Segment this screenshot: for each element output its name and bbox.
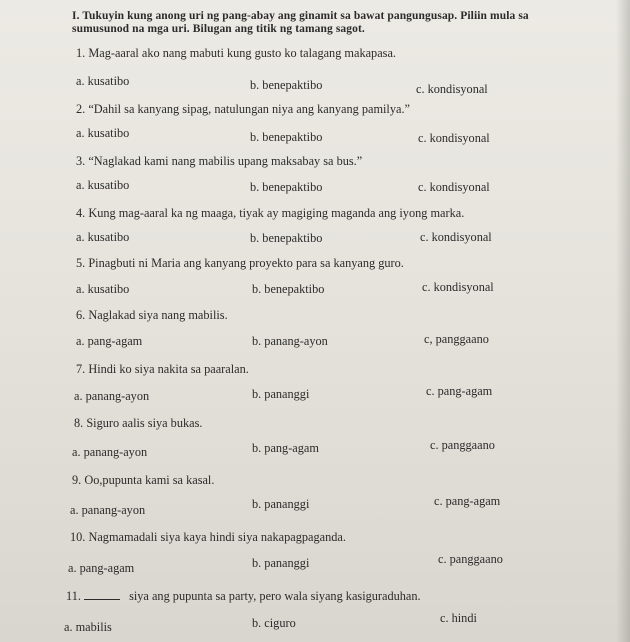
question-text: “Naglakad kami nang mabilis upang maksabay sa bus.” [88, 154, 363, 168]
option-c[interactable]: c. kondisyonal [418, 180, 490, 194]
option-c[interactable]: c. panggaano [430, 438, 495, 452]
question-number: 1. [76, 46, 86, 60]
option-a[interactable]: a. mabilis [64, 620, 112, 634]
option-a[interactable]: a. pang-agam [68, 561, 135, 575]
question-4 [76, 206, 464, 221]
question-9 [72, 473, 214, 488]
question-number: 11. [66, 589, 81, 603]
question-number: 5. [76, 256, 86, 270]
option-c[interactable]: c. kondisyonal [418, 131, 490, 145]
option-b[interactable]: b. panang-ayon [252, 334, 328, 348]
question-6 [76, 308, 228, 323]
option-b[interactable]: b. pananggi [252, 497, 310, 511]
question-number: 7. [76, 362, 86, 376]
question-text: Siguro aalis siya bukas. [86, 416, 203, 430]
option-c[interactable]: c. kondisyonal [422, 280, 494, 294]
question-8 [74, 416, 202, 431]
option-c[interactable]: c. kondisyonal [416, 82, 488, 96]
instructions: I. Tukuyin kung anong uri ng pang-abay ang ginamit sa bawat pangungusap. Piliin mula sa sumusunod na mga uri. Bilugan ang titik ng tamang sagot. [72, 10, 529, 35]
question-text: Nagmamadali siya kaya hindi siya nakapagpaganda. [88, 530, 346, 544]
question-11 [66, 588, 421, 604]
question-text: Oo,pupunta kami sa kasal. [84, 473, 215, 487]
option-a[interactable]: a. panang-ayon [72, 445, 148, 459]
question-number: 10. [70, 530, 86, 544]
question-number: 6. [76, 308, 86, 322]
question-number: 9. [72, 473, 82, 487]
option-b[interactable]: b. benepaktibo [250, 130, 323, 144]
question-text: Kung mag-aaral ka ng maaga, tiyak ay magiging maganda ang iyong marka. [88, 206, 465, 220]
question-text: Mag-aaral ako nang mabuti kung gusto ko talagang makapasa. [88, 46, 396, 60]
question-text: “Dahil sa kanyang sipag, natulungan niya ang kanyang pamilya.” [88, 102, 410, 116]
option-c[interactable]: c. pang-agam [434, 494, 501, 508]
option-b[interactable]: b. benepaktibo [250, 231, 323, 245]
question-text: siya ang pupunta sa party, pero wala siyang kasiguraduhan. [129, 589, 421, 603]
option-b[interactable]: b. benepaktibo [250, 180, 323, 194]
question-3 [76, 154, 362, 169]
question-text: Pinagbuti ni Maria ang kanyang proyekto para sa kanyang guro. [88, 256, 404, 270]
question-number: 3. [76, 154, 86, 168]
option-a[interactable]: a. kusatibo [76, 282, 130, 296]
question-number: 4. [76, 206, 86, 220]
option-b[interactable]: b. benepaktibo [252, 282, 325, 296]
option-a[interactable]: a. kusatibo [76, 126, 130, 140]
question-7 [76, 362, 249, 377]
option-a[interactable]: a. panang-ayon [70, 503, 146, 517]
option-a[interactable]: a. pang-agam [76, 334, 143, 348]
question-10 [70, 530, 346, 545]
option-a[interactable]: a. kusatibo [76, 178, 130, 192]
question-number: 8. [74, 416, 84, 430]
option-c[interactable]: c. pang-agam [426, 384, 493, 398]
question-1 [76, 46, 396, 61]
option-b[interactable]: b. pananggi [252, 387, 310, 401]
option-b[interactable]: b. ciguro [252, 616, 296, 630]
option-c[interactable]: c, panggaano [424, 332, 489, 346]
answer-blank[interactable] [84, 588, 120, 600]
option-b[interactable]: b. pananggi [252, 556, 310, 570]
option-c[interactable]: c. panggaano [438, 552, 503, 566]
option-c[interactable]: c. kondisyonal [420, 230, 492, 244]
question-text: Naglakad siya nang mabilis. [88, 308, 228, 322]
option-a[interactable]: a. kusatibo [76, 74, 130, 88]
question-number: 2. [76, 102, 86, 116]
option-a[interactable]: a. panang-ayon [74, 389, 150, 403]
option-c[interactable]: c. hindi [440, 611, 477, 625]
question-text: Hindi ko siya nakita sa paaralan. [88, 362, 249, 376]
option-a[interactable]: a. kusatibo [76, 230, 130, 244]
option-b[interactable]: b. benepaktibo [250, 78, 323, 92]
option-b[interactable]: b. pang-agam [252, 441, 319, 455]
question-2 [76, 102, 410, 117]
question-5 [76, 256, 404, 271]
